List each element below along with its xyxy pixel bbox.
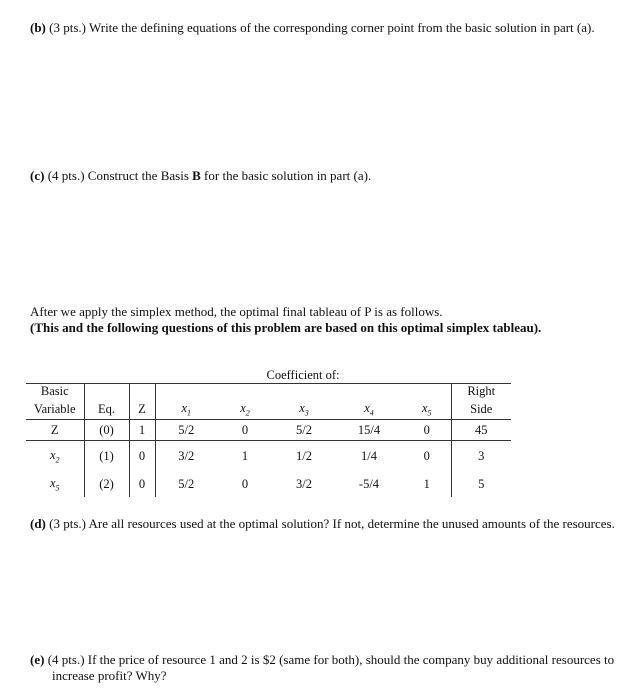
coef-cell: 1 (403, 471, 451, 497)
eq-label: (0) (84, 420, 129, 441)
x4-header: $x_4$ (335, 399, 403, 420)
coef-cell: 5/2 (296, 422, 312, 437)
question-e-label: (e) (30, 652, 45, 667)
coef-cell: 3/2 (178, 448, 195, 463)
coef-cell: 0 (403, 420, 451, 441)
z-coef: 0 (129, 471, 155, 497)
z-coef: 1 (129, 420, 155, 441)
variable-header: Variable (26, 399, 84, 420)
tableau-row (26, 441, 511, 472)
basic-var-x2: $x_2$ (26, 441, 84, 472)
coef-cell: 1/4 (361, 448, 377, 463)
question-d-text: (3 pts.) Are all resources used at the optimal solution? If not, determine the unused amounts of the resources. (49, 516, 615, 531)
tableau-intro-line: After we apply the simplex method, the optimal final tableau of P is as follows. (30, 304, 443, 319)
coef-cell: 0 (241, 476, 249, 491)
coef-cell: 0 (241, 422, 249, 437)
basic-header: Basic (26, 384, 84, 400)
question-c (30, 168, 620, 184)
question-b-label: (b) (30, 20, 46, 35)
z-coef: 0 (129, 441, 155, 472)
tableau-header-row-2 (26, 399, 511, 420)
tableau-header-row-1 (26, 384, 511, 400)
question-b (30, 20, 633, 36)
right-header: Right (467, 384, 496, 398)
x2-header: $x_2$ (217, 399, 273, 420)
coef-cell: 15/4 (357, 422, 381, 437)
coef-cell: 3/2 (296, 476, 312, 491)
eq-label: (2) (84, 471, 129, 497)
coef-cell: 5/2 (178, 422, 195, 437)
question-c-text-pre: (4 pts.) Construct the Basis (47, 168, 193, 183)
question-c-label: (c) (30, 168, 45, 183)
rhs-cell: 5 (478, 476, 485, 491)
tableau-row (26, 471, 511, 497)
question-b-text: (3 pts.) Write the defining equations of the corresponding corner point from the basic solution in part (a). (49, 20, 595, 35)
coef-cell: -5/4 (358, 476, 380, 491)
question-d (30, 516, 633, 532)
coef-cell: 1/2 (296, 448, 312, 463)
eq-label: (1) (84, 441, 129, 472)
coef-cell: 0 (403, 441, 451, 472)
tableau-intro-note: (This and the following questions of this problem are based on this optimal simplex tableau). (30, 320, 542, 335)
tableau-intro (30, 304, 620, 336)
eq-header: Eq. (84, 399, 129, 420)
coef-cell: 1 (241, 448, 249, 463)
question-e (30, 652, 633, 684)
coef-cell: 5/2 (178, 476, 195, 491)
x1-header: $x_1$ (155, 399, 217, 420)
basic-var-z: Z (26, 420, 84, 441)
question-e-text: (4 pts.) If the price of resource 1 and 2 is $2 (same for both), should the company buy additional resources to increase profit? Why? (47, 652, 615, 683)
x5-header: $x_5$ (403, 399, 451, 420)
x3-header: $x_3$ (273, 399, 335, 420)
basic-var-x5: $x_5$ (26, 471, 84, 497)
tableau-coefficient-header-row (26, 368, 511, 384)
question-d-label: (d) (30, 516, 46, 531)
side-header: Side (451, 399, 511, 420)
question-c-basis-symbol: B (192, 168, 201, 183)
z-header: Z (129, 399, 155, 420)
question-c-text-post: for the basic solution in part (a). (200, 168, 372, 183)
rhs-cell: 3 (478, 448, 485, 463)
coefficient-of-header: Coefficient of: (266, 368, 340, 382)
tableau-row (26, 420, 511, 441)
simplex-tableau (26, 368, 511, 497)
rhs-cell: 45 (475, 422, 488, 437)
